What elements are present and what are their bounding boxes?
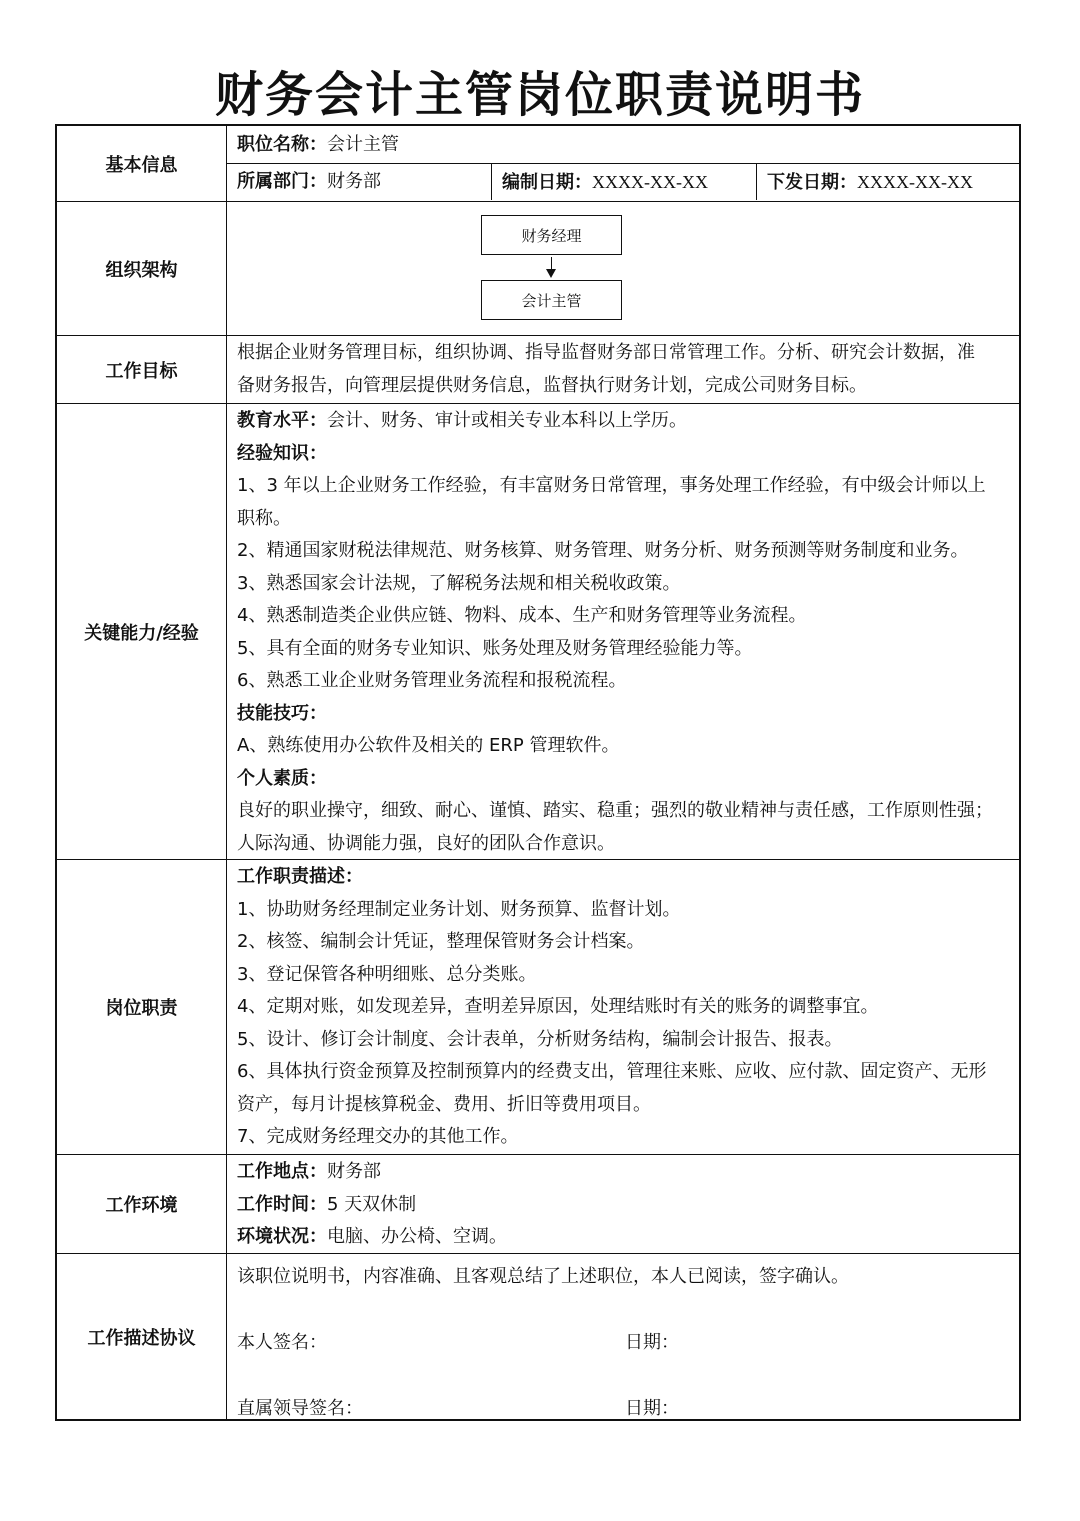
self-signature-date-label: 日期： — [625, 1332, 679, 1353]
education-label: 教育水平： — [237, 410, 327, 431]
basic-info-label: 基本信息 — [57, 126, 227, 201]
education-value: 会计、财务、审计或相关专业本科以上学历。 — [327, 410, 687, 431]
agreement-label: 工作描述协议 — [57, 1254, 227, 1419]
duty-item: 1、协助财务经理制定业务计划、财务预算、监督计划。 — [237, 898, 681, 920]
work-goal-row — [57, 336, 1019, 404]
work-environment-row — [57, 1155, 1019, 1254]
work-environment-content — [227, 1155, 1019, 1253]
agreement-statement: 该职位说明书，内容准确、且客观总结了上述职位，本人已阅读，签字确认。 — [237, 1266, 849, 1287]
duty-item: 6、具体执行资金预算及控制预算内的经费支出，管理往来账、应收、应付款、固定资产、无形 — [237, 1061, 987, 1082]
leader-signature-label: 直属领导签名： — [237, 1398, 363, 1419]
agreement-content — [227, 1254, 1019, 1419]
position-cell — [227, 126, 1019, 164]
duties-heading: 工作职责描述： — [237, 866, 363, 887]
duty-item: 资产，每月计提核算税金、费用、折旧等费用项目。 — [237, 1093, 651, 1115]
work-time-label: 工作时间： — [237, 1193, 327, 1215]
experience-item: 6、熟悉工业企业财务管理业务流程和报税流程。 — [237, 670, 627, 691]
department-cell — [227, 164, 492, 200]
experience-item: 2、精通国家财税法律规范、财务核算、财务管理、财务分析、财务预测等财务制度和业务。 — [237, 540, 969, 561]
job-description-table — [55, 124, 1021, 1421]
key-abilities-row — [57, 404, 1019, 860]
org-chart — [227, 202, 1019, 335]
leader-signature-date-label: 日期： — [625, 1398, 679, 1419]
org-box-accounting-supervisor: 会计主管 — [481, 280, 622, 320]
org-box-finance-manager: 财务经理 — [481, 215, 622, 255]
compile-date-cell — [492, 164, 757, 200]
page-title: 财务会计主管岗位职责说明书 — [214, 67, 865, 123]
arrow-down-icon — [546, 269, 556, 278]
compile-date-label: 编制日期： — [502, 172, 592, 193]
duty-item: 2、核签、编制会计凭证，整理保管财务会计档案。 — [237, 931, 645, 952]
department-label: 所属部门： — [237, 171, 327, 192]
experience-item: 1、3 年以上企业财务工作经验，有丰富财务日常管理，事务处理工作经验，有中级会计师以上 — [237, 475, 986, 496]
org-structure-label: 组织架构 — [57, 202, 227, 335]
goal-line: 备财务报告，向管理层提供财务信息，监督执行财务计划，完成公司财务目标。 — [237, 374, 867, 396]
duty-item: 4、定期对账，如发现差异，查明差异原因，处理结账时有关的账务的调整事宜。 — [237, 996, 879, 1017]
goal-line: 根据企业财务管理目标，组织协调、指导监督财务部日常管理工作。分析、研究会计数据，准 — [237, 342, 975, 363]
duties-row — [57, 860, 1019, 1155]
position-value: 会计主管 — [327, 134, 399, 155]
work-environment-label: 工作环境 — [57, 1155, 227, 1253]
duty-item: 7、完成财务经理交办的其他工作。 — [237, 1126, 519, 1147]
duty-item: 5、设计、修订会计制度、会计表单，分析财务结构，编制会计报告、报表。 — [237, 1028, 843, 1050]
key-abilities-content — [227, 404, 1019, 859]
experience-item: 3、熟悉国家会计法规，了解税务法规和相关税收政策。 — [237, 572, 681, 594]
env-condition-value: 电脑、办公椅、空调。 — [327, 1226, 507, 1247]
env-condition-label: 环境状况： — [237, 1226, 327, 1247]
basic-info-content — [227, 126, 1019, 201]
quality-line: 良好的职业操守，细致、耐心、谨慎、踏实、稳重；强烈的敬业精神与责任感，工作原则性强； — [237, 800, 993, 821]
work-goal-content — [227, 336, 1019, 403]
quality-label: 个人素质： — [237, 767, 327, 789]
experience-item: 职称。 — [237, 507, 291, 529]
department-value: 财务部 — [327, 171, 381, 192]
quality-line: 人际沟通、协调能力强，良好的团队合作意识。 — [237, 832, 615, 854]
issue-date-label: 下发日期： — [767, 172, 857, 193]
agreement-row — [57, 1254, 1019, 1419]
skills-label: 技能技巧： — [237, 702, 327, 724]
basic-info-row — [57, 126, 1019, 202]
key-abilities-label: 关键能力/经验 — [57, 404, 227, 859]
duties-content — [227, 860, 1019, 1154]
duty-item: 3、登记保管各种明细账、总分类账。 — [237, 963, 537, 985]
work-place-label: 工作地点： — [237, 1161, 327, 1182]
experience-label: 经验知识： — [237, 442, 327, 464]
work-goal-label: 工作目标 — [57, 336, 227, 403]
work-time-value: 5 天双休制 — [327, 1193, 417, 1215]
experience-item: 5、具有全面的财务专业知识、账务处理及财务管理经验能力等。 — [237, 637, 753, 659]
issue-date-value: XXXX-XX-XX — [857, 172, 973, 192]
experience-item: 4、熟悉制造类企业供应链、物料、成本、生产和财务管理等业务流程。 — [237, 605, 807, 626]
org-structure-row — [57, 202, 1019, 336]
compile-date-value: XXXX-XX-XX — [592, 172, 708, 192]
position-label: 职位名称： — [237, 134, 327, 155]
duties-label: 岗位职责 — [57, 860, 227, 1154]
self-signature-label: 本人签名： — [237, 1332, 327, 1353]
skills-item: A、熟练使用办公软件及相关的 ERP 管理软件。 — [237, 735, 620, 756]
work-place-value: 财务部 — [327, 1161, 381, 1182]
issue-date-cell — [757, 164, 1019, 200]
